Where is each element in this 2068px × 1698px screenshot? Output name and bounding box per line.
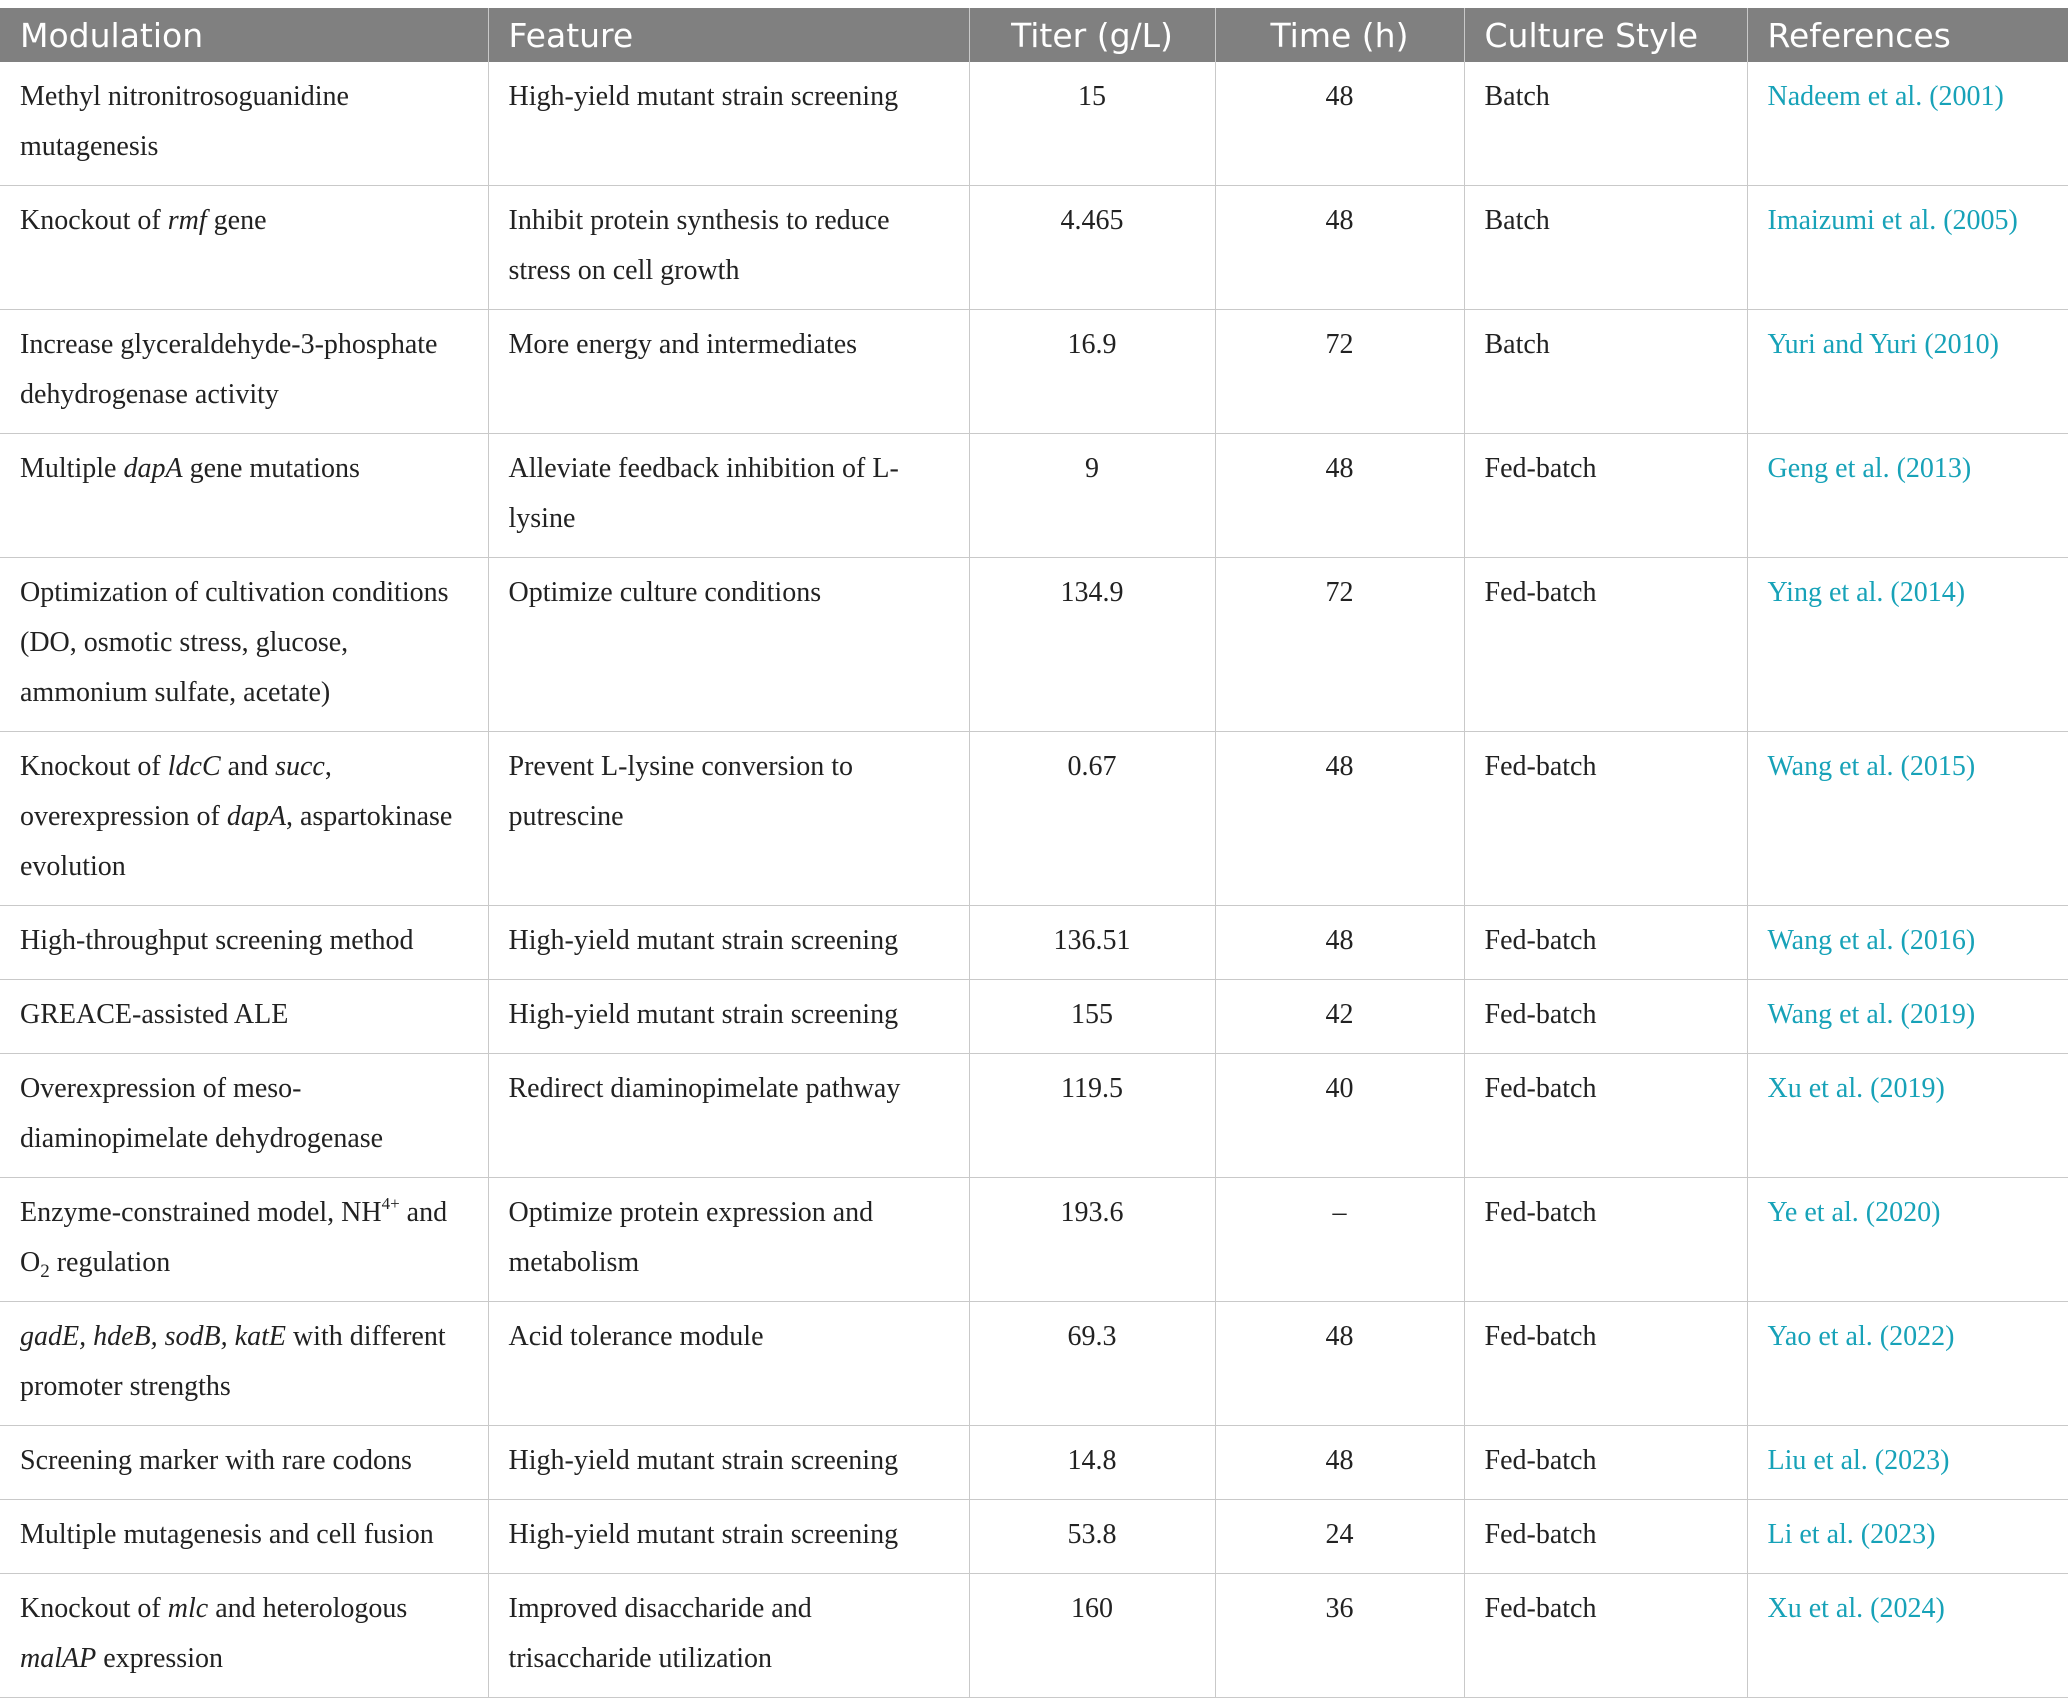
cell-reference <box>1747 980 2068 1054</box>
reference-link[interactable]: Li et al. (2023) <box>1767 1519 1936 1550</box>
cell-time-text: 42 <box>1325 999 1354 1030</box>
modulation-text: expression <box>96 1643 223 1674</box>
cell-titer <box>969 1574 1215 1698</box>
table-row <box>0 1178 2068 1302</box>
cell-culture-style <box>1464 310 1747 434</box>
modulation-text: Screening marker with rare codons <box>20 1445 412 1476</box>
modulation-text: GREACE-assisted ALE <box>20 999 289 1030</box>
cell-titer <box>969 980 1215 1054</box>
cell-reference <box>1747 1302 2068 1426</box>
reference-link[interactable]: Yao et al. (2022) <box>1767 1321 1955 1352</box>
cell-reference <box>1747 1054 2068 1178</box>
cell-culture-style <box>1464 1178 1747 1302</box>
cell-titer-text: 134.9 <box>1060 577 1124 608</box>
cell-titer <box>969 1426 1215 1500</box>
cell-culture-style <box>1464 434 1747 558</box>
cell-feature-text: High-yield mutant strain screening <box>508 81 899 112</box>
cell-reference <box>1747 1574 2068 1698</box>
data-table <box>0 8 2068 1698</box>
table-row <box>0 1426 2068 1500</box>
cell-reference <box>1747 906 2068 980</box>
reference-link[interactable]: Wang et al. (2019) <box>1767 999 1976 1030</box>
cell-culture-style-text: Fed-batch <box>1484 751 1597 782</box>
cell-feature <box>488 310 969 434</box>
cell-time <box>1215 62 1464 186</box>
cell-titer <box>969 186 1215 310</box>
cell-feature-text: Improved disaccharide and trisaccharide utilization <box>508 1593 812 1674</box>
modulation-text: Enzyme-constrained model, NH <box>20 1197 382 1228</box>
italic-gene-name: dapA <box>226 801 286 832</box>
cell-modulation <box>0 1426 488 1500</box>
subscript-text: 2 <box>40 1261 50 1282</box>
modulation-text: High-throughput screening method <box>20 925 414 956</box>
cell-reference <box>1747 732 2068 906</box>
cell-culture-style <box>1464 1500 1747 1574</box>
cell-culture-style-text: Fed-batch <box>1484 925 1597 956</box>
cell-culture-style-text: Fed-batch <box>1484 1197 1597 1228</box>
cell-modulation <box>0 980 488 1054</box>
cell-modulation <box>0 732 488 906</box>
cell-feature-text: Optimize protein expression and metabolism <box>508 1197 874 1278</box>
cell-titer-text: 155 <box>1071 999 1113 1030</box>
cell-reference <box>1747 1500 2068 1574</box>
column-header-modulation: Modulation <box>0 8 488 62</box>
modulation-text: , aspartokinase evolution <box>20 801 453 882</box>
cell-titer <box>969 558 1215 732</box>
cell-titer <box>969 1054 1215 1178</box>
cell-culture-style <box>1464 906 1747 980</box>
cell-time-text: 48 <box>1325 925 1354 956</box>
cell-reference <box>1747 186 2068 310</box>
modulation-text: Knockout of <box>20 1593 168 1624</box>
cell-time-text: 48 <box>1325 751 1354 782</box>
cell-feature-text: Optimize culture conditions <box>508 577 822 608</box>
cell-titer-text: 9 <box>1085 453 1099 484</box>
italic-gene-name: mlc <box>167 1593 209 1624</box>
modulation-text: and heterologous <box>208 1593 408 1624</box>
cell-culture-style <box>1464 1302 1747 1426</box>
reference-link[interactable]: Liu et al. (2023) <box>1767 1445 1950 1476</box>
cell-titer-text: 160 <box>1071 1593 1113 1624</box>
table-row <box>0 1054 2068 1178</box>
cell-titer <box>969 62 1215 186</box>
modulation-text: Knockout of <box>20 751 168 782</box>
cell-modulation <box>0 1178 488 1302</box>
cell-feature-text: More energy and intermediates <box>508 329 858 360</box>
table-row <box>0 310 2068 434</box>
superscript-text: 4+ <box>381 1194 400 1213</box>
reference-link[interactable]: Imaizumi et al. (2005) <box>1767 205 2018 236</box>
cell-modulation <box>0 1500 488 1574</box>
cell-culture-style-text: Fed-batch <box>1484 1593 1597 1624</box>
cell-reference <box>1747 434 2068 558</box>
cell-culture-style-text: Fed-batch <box>1484 1321 1597 1352</box>
cell-time-text: – <box>1332 1197 1347 1228</box>
cell-feature <box>488 980 969 1054</box>
cell-feature <box>488 1178 969 1302</box>
cell-culture-style <box>1464 1054 1747 1178</box>
cell-modulation <box>0 1054 488 1178</box>
cell-titer-text: 53.8 <box>1067 1519 1117 1550</box>
cell-feature <box>488 1302 969 1426</box>
column-header-time: Time (h) <box>1215 8 1464 62</box>
modulation-text: gene mutations <box>182 453 360 484</box>
cell-modulation <box>0 62 488 186</box>
cell-reference <box>1747 1178 2068 1302</box>
cell-modulation <box>0 186 488 310</box>
modulation-text: , overexpression of <box>20 751 332 832</box>
cell-modulation <box>0 434 488 558</box>
cell-titer-text: 136.51 <box>1053 925 1131 956</box>
modulation-text: and <box>220 751 276 782</box>
cell-titer <box>969 310 1215 434</box>
cell-culture-style-text: Fed-batch <box>1484 577 1597 608</box>
cell-titer-text: 14.8 <box>1067 1445 1117 1476</box>
cell-time-text: 48 <box>1325 81 1354 112</box>
cell-titer-text: 0.67 <box>1067 751 1117 782</box>
cell-titer-text: 15 <box>1078 81 1106 112</box>
cell-culture-style <box>1464 980 1747 1054</box>
reference-link[interactable]: Wang et al. (2015) <box>1767 751 1976 782</box>
modulation-text: Overexpression of meso-diaminopimelate dehydrogenase <box>20 1073 384 1154</box>
cell-feature <box>488 1054 969 1178</box>
cell-time <box>1215 906 1464 980</box>
cell-culture-style-text: Fed-batch <box>1484 453 1597 484</box>
document-page <box>0 8 2068 1698</box>
reference-link[interactable]: Wang et al. (2016) <box>1767 925 1976 956</box>
cell-feature-text: Inhibit protein synthesis to reduce stress on cell growth <box>508 205 890 286</box>
cell-time-text: 48 <box>1325 1321 1354 1352</box>
cell-feature-text: High-yield mutant strain screening <box>508 925 899 956</box>
modulation-text: Methyl nitronitrosoguanidine mutagenesis <box>20 81 349 162</box>
cell-feature <box>488 1500 969 1574</box>
modulation-text: with different promoter strengths <box>20 1321 446 1402</box>
cell-time-text: 72 <box>1325 577 1354 608</box>
cell-reference <box>1747 310 2068 434</box>
reference-link[interactable]: Geng et al. (2013) <box>1767 453 1972 484</box>
cell-culture-style <box>1464 186 1747 310</box>
cell-time-text: 36 <box>1325 1593 1354 1624</box>
cell-modulation <box>0 1574 488 1698</box>
cell-feature <box>488 186 969 310</box>
cell-time <box>1215 558 1464 732</box>
cell-culture-style-text: Fed-batch <box>1484 999 1597 1030</box>
cell-modulation <box>0 1302 488 1426</box>
cell-reference <box>1747 558 2068 732</box>
cell-culture-style <box>1464 732 1747 906</box>
cell-culture-style <box>1464 1426 1747 1500</box>
cell-feature <box>488 1574 969 1698</box>
cell-titer-text: 4.465 <box>1060 205 1124 236</box>
cell-culture-style <box>1464 62 1747 186</box>
table-row <box>0 1574 2068 1698</box>
reference-link[interactable]: Xu et al. (2019) <box>1767 1073 1945 1104</box>
cell-time-text: 24 <box>1325 1519 1354 1550</box>
cell-reference <box>1747 1426 2068 1500</box>
cell-feature <box>488 906 969 980</box>
cell-modulation <box>0 906 488 980</box>
table-row <box>0 1500 2068 1574</box>
table-row <box>0 906 2068 980</box>
cell-time <box>1215 186 1464 310</box>
table-row <box>0 980 2068 1054</box>
cell-time <box>1215 1054 1464 1178</box>
cell-titer <box>969 906 1215 980</box>
modulation-text: Knockout of <box>20 205 168 236</box>
cell-titer-text: 193.6 <box>1060 1197 1124 1228</box>
cell-culture-style-text: Batch <box>1484 205 1550 236</box>
cell-feature <box>488 558 969 732</box>
cell-culture-style-text: Batch <box>1484 329 1550 360</box>
column-header-titer: Titer (g/L) <box>969 8 1215 62</box>
cell-time <box>1215 980 1464 1054</box>
cell-feature-text: High-yield mutant strain screening <box>508 1519 899 1550</box>
table-row <box>0 434 2068 558</box>
table-row <box>0 558 2068 732</box>
cell-culture-style <box>1464 1574 1747 1698</box>
cell-feature <box>488 434 969 558</box>
reference-link[interactable]: Xu et al. (2024) <box>1767 1593 1945 1624</box>
cell-feature-text: Prevent L-lysine conversion to putrescine <box>508 751 853 832</box>
cell-time-text: 40 <box>1325 1073 1354 1104</box>
cell-modulation <box>0 558 488 732</box>
cell-time <box>1215 732 1464 906</box>
cell-time-text: 48 <box>1325 1445 1354 1476</box>
cell-time-text: 48 <box>1325 205 1354 236</box>
cell-feature-text: Redirect diaminopimelate pathway <box>508 1073 901 1104</box>
header-row <box>0 8 2068 62</box>
cell-time <box>1215 434 1464 558</box>
reference-link[interactable]: Ying et al. (2014) <box>1767 577 1966 608</box>
cell-feature <box>488 62 969 186</box>
italic-gene-name: gadE, hdeB, sodB, katE <box>20 1321 286 1352</box>
modulation-text: regulation <box>49 1247 171 1278</box>
modulation-text: Increase glyceraldehyde-3-phosphate dehydrogenase activity <box>20 329 438 410</box>
cell-titer <box>969 1500 1215 1574</box>
modulation-text: Multiple mutagenesis and cell fusion <box>20 1519 434 1550</box>
italic-gene-name: succ <box>275 751 325 782</box>
cell-titer-text: 119.5 <box>1061 1073 1123 1104</box>
cell-time-text: 72 <box>1325 329 1354 360</box>
cell-titer <box>969 1302 1215 1426</box>
table-row <box>0 1302 2068 1426</box>
italic-gene-name: dapA <box>123 453 183 484</box>
cell-titer <box>969 1178 1215 1302</box>
cell-titer-text: 69.3 <box>1067 1321 1117 1352</box>
reference-link[interactable]: Yuri and Yuri (2010) <box>1767 329 1999 360</box>
cell-time <box>1215 1500 1464 1574</box>
italic-gene-name: ldcC <box>167 751 221 782</box>
cell-time-text: 48 <box>1325 453 1354 484</box>
cell-time <box>1215 1302 1464 1426</box>
cell-titer-text: 16.9 <box>1067 329 1117 360</box>
column-header-references: References <box>1747 8 2068 62</box>
cell-time <box>1215 1574 1464 1698</box>
modulation-text: Optimization of cultivation conditions (DO, osmotic stress, glucose, ammonium sulfate, acetate) <box>20 577 449 708</box>
cell-feature-text: Alleviate feedback inhibition of L-lysine <box>508 453 899 534</box>
cell-time <box>1215 1178 1464 1302</box>
modulation-text: and O <box>20 1197 448 1278</box>
cell-feature-text: Acid tolerance module <box>508 1321 764 1352</box>
modulation-text: gene <box>206 205 267 236</box>
table-header <box>0 8 2068 62</box>
cell-culture-style <box>1464 558 1747 732</box>
table-body <box>0 62 2068 1698</box>
cell-feature <box>488 1426 969 1500</box>
cell-titer <box>969 434 1215 558</box>
cell-feature <box>488 732 969 906</box>
cell-culture-style-text: Fed-batch <box>1484 1519 1597 1550</box>
cell-culture-style-text: Batch <box>1484 81 1550 112</box>
cell-modulation <box>0 310 488 434</box>
table-row <box>0 732 2068 906</box>
cell-reference <box>1747 62 2068 186</box>
table-row <box>0 186 2068 310</box>
cell-culture-style-text: Fed-batch <box>1484 1445 1597 1476</box>
column-header-feature: Feature <box>488 8 969 62</box>
column-header-culture-style: Culture Style <box>1464 8 1747 62</box>
italic-gene-name: rmf <box>167 205 207 236</box>
cell-time <box>1215 310 1464 434</box>
table-row <box>0 62 2068 186</box>
reference-link[interactable]: Nadeem et al. (2001) <box>1767 81 2004 112</box>
cell-culture-style-text: Fed-batch <box>1484 1073 1597 1104</box>
cell-feature-text: High-yield mutant strain screening <box>508 1445 899 1476</box>
italic-gene-name: malAP <box>20 1643 97 1674</box>
reference-link[interactable]: Ye et al. (2020) <box>1767 1197 1941 1228</box>
modulation-text: Multiple <box>20 453 124 484</box>
cell-titer <box>969 732 1215 906</box>
cell-time <box>1215 1426 1464 1500</box>
cell-feature-text: High-yield mutant strain screening <box>508 999 899 1030</box>
